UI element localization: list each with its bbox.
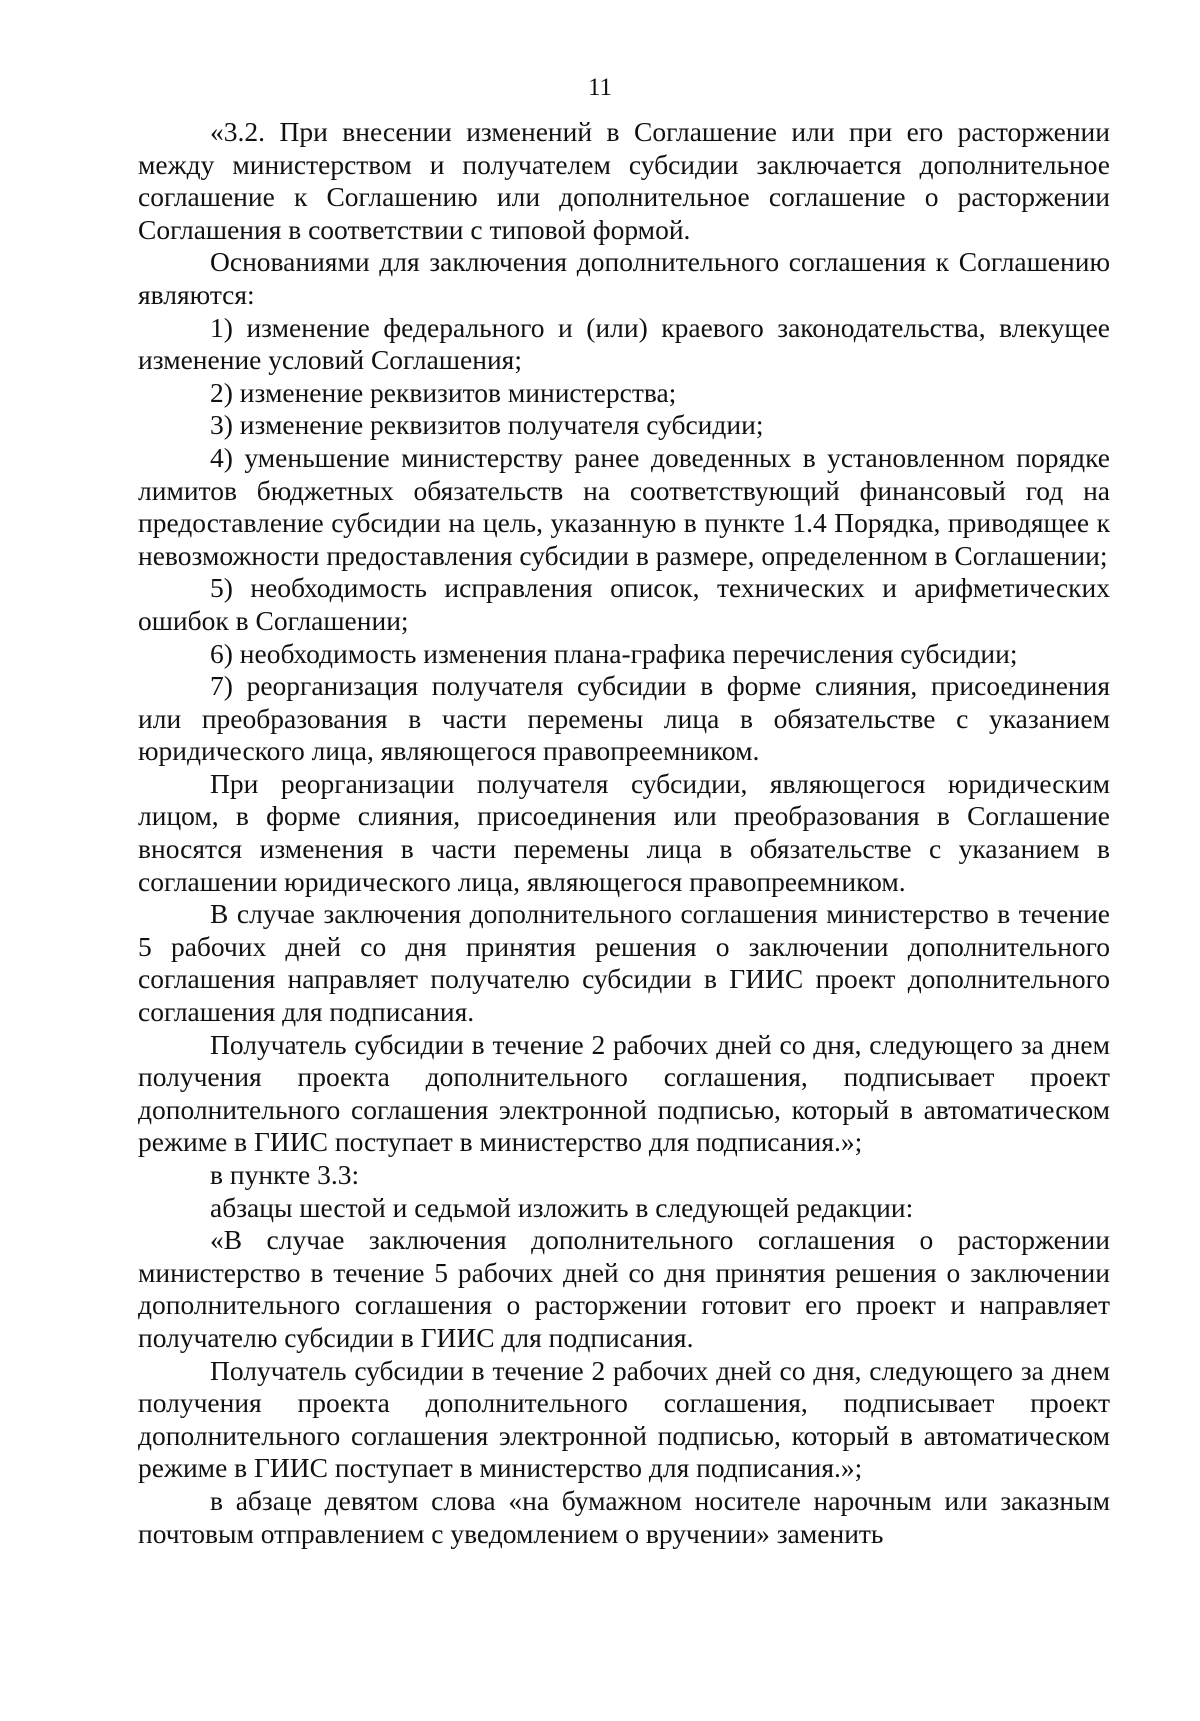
document-body: [138, 116, 1110, 1550]
paragraph-3-2-intro: «3.2. При внесении изменений в Соглашение или при его расторжении между министерством и получателем субсидии заключается дополнительное соглашение к Соглашению или дополнительное соглашение о расторжении Соглашения в соответствии с типовой формой.: [138, 116, 1110, 245]
list-item-5: 5) необходимость исправления описок, технических и арифметических ошибок в Соглашении;: [138, 572, 1110, 636]
paragraph-ninth-replace: в абзаце девятом слова «на бумажном носителе нарочным или заказным почтовым отправлением с уведомлением о вручении» заменить: [138, 1484, 1110, 1549]
paragraph-recipient-signs-termination: Получатель субсидии в течение 2 рабочих дней со дня, следующего за днем получения проекта дополнительного соглашения, подписывает проект дополнительного соглашения электронной подписью, который в автоматическом режиме в ГИИС поступает в министерство для подписания.»;: [138, 1354, 1110, 1484]
list-item-3: 3) изменение реквизитов получателя субсидии;: [210, 409, 764, 441]
list-item-6: 6) необходимость изменения плана-графика перечисления субсидии;: [210, 637, 1018, 669]
paragraph-point-3-3: в пункте 3.3:: [210, 1159, 360, 1190]
list-item-1: 1) изменение федерального и (или) краевого законодательства, влекущее изменение условий Соглашения;: [138, 311, 1110, 376]
paragraph-termination-agreement: «В случае заключения дополнительного соглашения о расторжении министерство в течение 5 рабочих дней со дня принятия решения о заключении дополнительного соглашения о расторжении готовит его проект и направляет получателю субсидии в ГИИС для подписания.: [138, 1224, 1110, 1353]
paragraph-sixth-seventh: абзацы шестой и седьмой изложить в следующей редакции:: [210, 1191, 914, 1223]
paragraph-recipient-signs: Получатель субсидии в течение 2 рабочих дней со дня, следующего за днем получения проекта дополнительного соглашения, подписывает проект дополнительного соглашения электронной подписью, который в автоматическом режиме в ГИИС поступает в министерство для подписания.»;: [138, 1028, 1110, 1158]
paragraph-additional-agreement: В случае заключения дополнительного соглашения министерство в течение 5 рабочих дней со дня принятия решения о заключении дополнительного соглашения направляет получателю субсидии в ГИИС проект дополнительного соглашения для подписания.: [138, 898, 1110, 1028]
page-number: 11: [587, 74, 613, 101]
list-item-7: 7) реорганизация получателя субсидии в форме слияния, присоединения или преобразования в части перемены лица в обязательстве с указанием юридического лица, являющегося правопреемником.: [138, 670, 1110, 767]
list-item-2: 2) изменение реквизитов министерства;: [210, 376, 677, 408]
paragraph-reorganization: При реорганизации получателя субсидии, являющегося юридическим лицом, в форме слияния, присоединения или преобразования в Соглашение вносятся изменения в части перемены лица в обязательстве с указанием в соглашении юридического лица, являющегося правопреемником.: [138, 767, 1110, 897]
paragraph-grounds: Основаниями для заключения дополнительного соглашения к Соглашению являются:: [138, 246, 1110, 310]
list-item-4: 4) уменьшение министерству ранее доведенных в установленном порядке лимитов бюджетных обязательств на соответствующий финансовый год на предоставление субсидии на цель, указанную в пункте 1.4 Порядка, приводящее к невозможности предоставления субсидии в размере, определенном в Соглашении;: [138, 441, 1110, 571]
